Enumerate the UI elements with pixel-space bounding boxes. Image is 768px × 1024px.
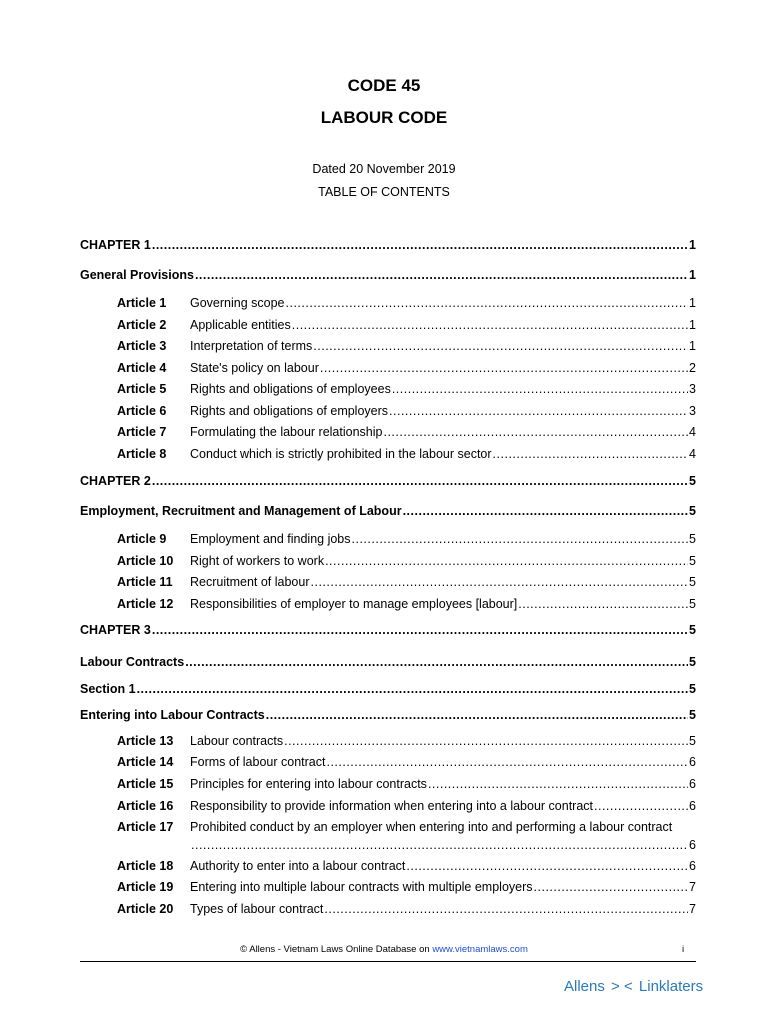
toc-entry[interactable] bbox=[117, 900, 696, 918]
toc-page-number: 1 bbox=[689, 318, 696, 332]
toc-article-number: Article 14 bbox=[117, 755, 174, 769]
toc-entry-label: Recruitment of labour bbox=[190, 575, 310, 589]
toc-dot-leader bbox=[406, 857, 688, 875]
toc-entry-label: Interpretation of terms bbox=[190, 339, 313, 353]
toc-dot-leader bbox=[428, 775, 688, 793]
toc-article-number: Article 8 bbox=[117, 447, 167, 461]
toc-entry[interactable] bbox=[117, 878, 696, 896]
toc-page-number: 5 bbox=[689, 734, 696, 748]
toc-entry-label: Rights and obligations of employees bbox=[190, 382, 391, 396]
toc-page-number: 5 bbox=[689, 708, 696, 722]
toc-article-number: Article 18 bbox=[117, 859, 174, 873]
toc-entry[interactable] bbox=[117, 337, 696, 355]
toc-dot-leader bbox=[325, 552, 688, 570]
toc-dot-leader bbox=[403, 502, 688, 520]
toc-entry[interactable] bbox=[117, 359, 696, 377]
toc-entry[interactable] bbox=[80, 680, 696, 698]
toc-dot-leader bbox=[185, 653, 688, 671]
toc-dot-leader bbox=[266, 706, 688, 724]
toc-article-number: Article 7 bbox=[117, 425, 167, 439]
toc-entry[interactable] bbox=[117, 857, 696, 875]
toc-entry-label: Conduct which is strictly prohibited in the labour sector bbox=[190, 447, 492, 461]
toc-entry[interactable] bbox=[117, 530, 696, 548]
toc-entry-label: Prohibited conduct by an employer when entering into and performing a labour contract bbox=[190, 820, 673, 834]
footer-copyright-text: © Allens - Vietnam Laws Online Database on bbox=[240, 944, 433, 955]
toc-page-number: 7 bbox=[689, 902, 696, 916]
toc-article-number: Article 16 bbox=[117, 799, 174, 813]
toc-dot-leader bbox=[292, 316, 688, 334]
logo-linklaters: Linklaters bbox=[638, 978, 704, 995]
toc-entry[interactable] bbox=[80, 653, 696, 671]
toc-page-number: 5 bbox=[689, 554, 696, 568]
toc-dot-leader bbox=[324, 900, 688, 918]
toc-article-number: Article 3 bbox=[117, 339, 167, 353]
toc-page-number: 1 bbox=[689, 238, 696, 252]
toc-article-number: Article 11 bbox=[117, 575, 173, 589]
toc-entry-label: Formulating the labour relationship bbox=[190, 425, 383, 439]
toc-page-number: 4 bbox=[689, 425, 696, 439]
toc-entry-label: Principles for entering into labour contracts bbox=[190, 777, 427, 791]
toc-article-number: Article 13 bbox=[117, 734, 174, 748]
toc-entry[interactable] bbox=[117, 294, 696, 312]
toc-entry-label: Applicable entities bbox=[190, 318, 291, 332]
footer-link[interactable]: www.vietnamlaws.com bbox=[432, 944, 528, 955]
toc-page-number: 5 bbox=[689, 623, 696, 637]
toc-entry-label: CHAPTER 1 bbox=[80, 238, 151, 252]
toc-entry[interactable] bbox=[117, 552, 696, 570]
toc-entry[interactable] bbox=[80, 472, 696, 490]
logo-allens: Allens bbox=[564, 978, 605, 995]
toc-entry[interactable] bbox=[80, 236, 696, 254]
toc-dot-leader bbox=[389, 402, 688, 420]
toc-page-number: 7 bbox=[689, 880, 696, 894]
toc-article-number: Article 1 bbox=[117, 296, 167, 310]
toc-entry[interactable] bbox=[80, 266, 696, 284]
toc-page-number: 1 bbox=[689, 268, 696, 282]
toc-page-number: 6 bbox=[689, 838, 696, 852]
toc-page-number: 2 bbox=[689, 361, 696, 375]
toc-dot-leader bbox=[311, 573, 689, 591]
toc-entry-label: Entering into Labour Contracts bbox=[80, 708, 265, 722]
toc-article-number: Article 12 bbox=[117, 597, 174, 611]
toc-heading: TABLE OF CONTENTS bbox=[318, 185, 450, 199]
toc-page-number: 5 bbox=[689, 682, 696, 696]
toc-article-number: Article 2 bbox=[117, 318, 167, 332]
toc-dot-leader bbox=[191, 836, 688, 854]
toc-dot-leader bbox=[383, 423, 688, 441]
toc-page-number: 5 bbox=[689, 474, 696, 488]
toc-entry[interactable] bbox=[80, 706, 696, 724]
toc-page-number: 5 bbox=[689, 597, 696, 611]
toc-entry-label: State's policy on labour bbox=[190, 361, 319, 375]
toc-entry[interactable] bbox=[117, 732, 696, 750]
toc-entry[interactable] bbox=[80, 621, 696, 639]
toc-entry[interactable] bbox=[117, 573, 696, 591]
toc-dot-leader bbox=[195, 266, 688, 284]
footer-copyright bbox=[0, 944, 768, 955]
toc-entry[interactable] bbox=[80, 502, 696, 520]
toc-entry-label: Rights and obligations of employers bbox=[190, 404, 389, 418]
toc-entry-label: Employment, Recruitment and Management of Labour bbox=[80, 504, 402, 518]
toc-page-number: 6 bbox=[689, 859, 696, 873]
toc-page-number: 6 bbox=[689, 777, 696, 791]
toc-entry-label: Responsibilities of employer to manage employees [labour] bbox=[190, 597, 518, 611]
toc-entry[interactable] bbox=[117, 380, 696, 398]
toc-page-number: 5 bbox=[689, 655, 696, 669]
toc-dot-leader bbox=[137, 680, 688, 698]
document-date: Dated 20 November 2019 bbox=[312, 162, 456, 176]
toc-article-number: Article 6 bbox=[117, 404, 167, 418]
toc-article-number: Article 20 bbox=[117, 902, 174, 916]
toc-entry-label: General Provisions bbox=[80, 268, 194, 282]
toc-dot-leader bbox=[594, 797, 688, 815]
toc-page-number: 5 bbox=[689, 575, 696, 589]
toc-entry[interactable] bbox=[117, 423, 696, 441]
toc-page-number: 6 bbox=[689, 755, 696, 769]
toc-article-number: Article 5 bbox=[117, 382, 167, 396]
toc-entry-label: Labour Contracts bbox=[80, 655, 185, 669]
logo-separator: > < bbox=[611, 978, 633, 995]
footer-page-number: i bbox=[682, 944, 685, 955]
document-code: CODE 45 bbox=[347, 76, 421, 95]
toc-article-number: Article 15 bbox=[117, 777, 174, 791]
toc-dot-leader bbox=[326, 753, 688, 771]
toc-entry-label: Forms of labour contract bbox=[190, 755, 326, 769]
toc-entry-label: Entering into multiple labour contracts with multiple employers bbox=[190, 880, 533, 894]
toc-page-number: 1 bbox=[689, 296, 696, 310]
toc-dot-leader bbox=[392, 380, 688, 398]
toc-article-number: Article 9 bbox=[117, 532, 167, 546]
toc-entry[interactable] bbox=[117, 445, 696, 463]
toc-article-number: Article 19 bbox=[117, 880, 174, 894]
toc-article-number: Article 4 bbox=[117, 361, 167, 375]
toc-page-number: 5 bbox=[689, 504, 696, 518]
toc-entry-label: Labour contracts bbox=[190, 734, 284, 748]
toc-page-number: 3 bbox=[689, 404, 696, 418]
toc-dot-leader bbox=[534, 878, 689, 896]
toc-page-number: 3 bbox=[689, 382, 696, 396]
toc-dot-leader bbox=[320, 359, 688, 377]
toc-dot-leader bbox=[152, 621, 688, 639]
toc-entry[interactable] bbox=[117, 316, 696, 334]
toc-page-number: 4 bbox=[689, 447, 696, 461]
toc-entry[interactable] bbox=[117, 775, 696, 793]
toc-article-number: Article 17 bbox=[117, 820, 174, 834]
toc-page-number: 1 bbox=[689, 339, 696, 353]
toc-entry[interactable] bbox=[117, 836, 696, 854]
toc-entry[interactable] bbox=[117, 753, 696, 771]
toc-entry-label: CHAPTER 3 bbox=[80, 623, 151, 637]
toc-entry-label: CHAPTER 2 bbox=[80, 474, 151, 488]
toc-entry[interactable] bbox=[117, 797, 696, 815]
toc-entry[interactable] bbox=[117, 402, 696, 420]
toc-page-number: 5 bbox=[689, 532, 696, 546]
toc-dot-leader bbox=[286, 294, 689, 312]
document-title: LABOUR CODE bbox=[320, 108, 448, 127]
toc-dot-leader bbox=[352, 530, 689, 548]
toc-article-number: Article 10 bbox=[117, 554, 174, 568]
toc-dot-leader bbox=[518, 595, 688, 613]
footer-divider bbox=[80, 961, 696, 962]
toc-entry-label: Responsibility to provide information when entering into a labour contract bbox=[190, 799, 594, 813]
toc-entry-label: Employment and finding jobs bbox=[190, 532, 351, 546]
toc-entry-label: Right of workers to work bbox=[190, 554, 325, 568]
toc-dot-leader bbox=[284, 732, 688, 750]
toc-dot-leader bbox=[313, 337, 688, 355]
toc-entry[interactable] bbox=[117, 818, 696, 836]
toc-dot-leader bbox=[152, 472, 688, 490]
toc-entry-label: Governing scope bbox=[190, 296, 285, 310]
toc-entry-label: Authority to enter into a labour contract bbox=[190, 859, 406, 873]
toc-dot-leader bbox=[152, 236, 688, 254]
toc-entry-label: Types of labour contract bbox=[190, 902, 324, 916]
toc-dot-leader bbox=[493, 445, 689, 463]
toc-entry-label: Section 1 bbox=[80, 682, 136, 696]
toc-page-number: 6 bbox=[689, 799, 696, 813]
allens-linklaters-logo bbox=[564, 978, 703, 995]
toc-entry[interactable] bbox=[117, 595, 696, 613]
